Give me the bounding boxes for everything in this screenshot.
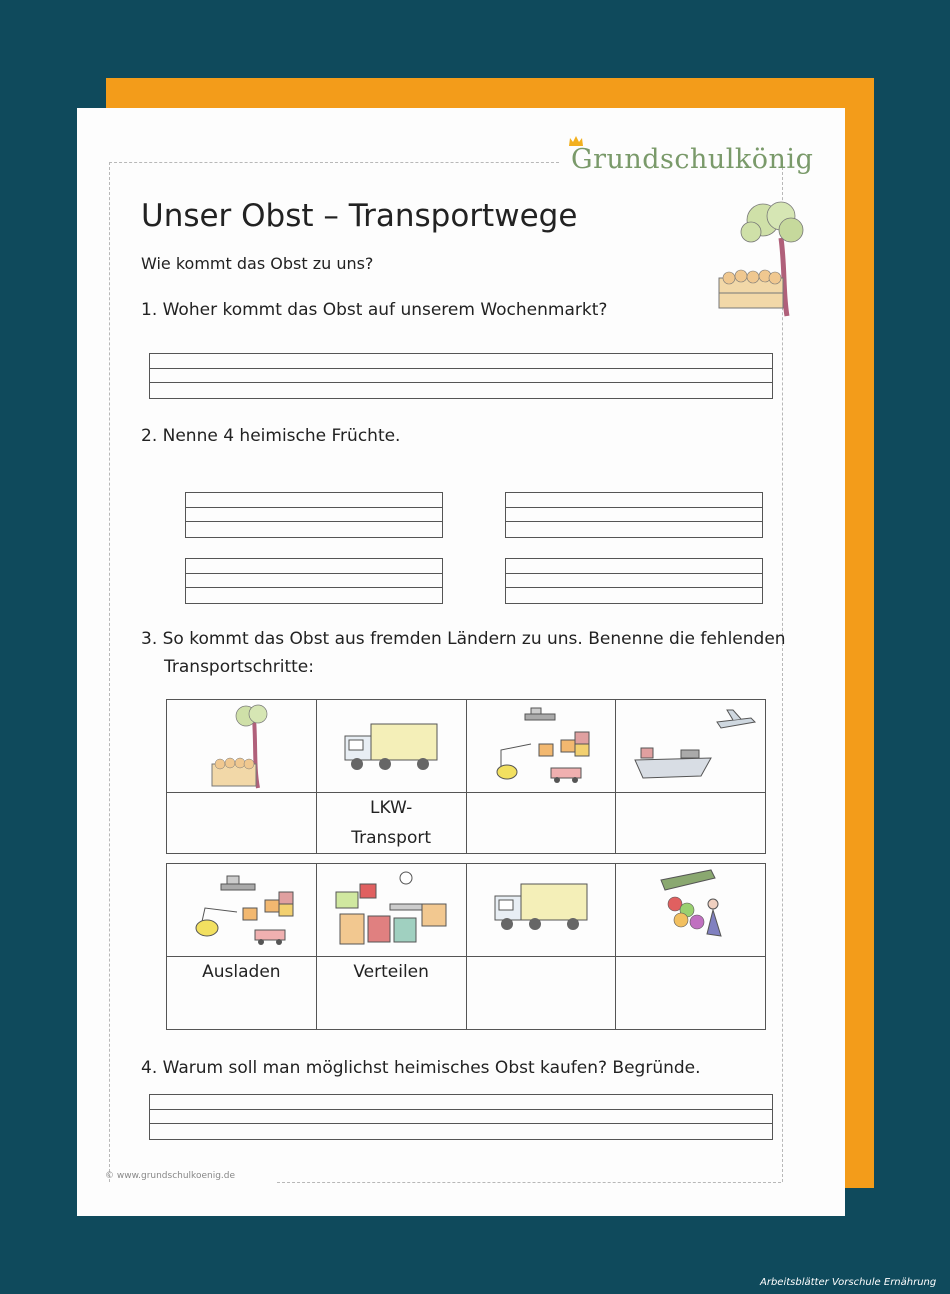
image-cell-distribution [316,864,466,957]
watermark-text: Arbeitsblätter Vorschule Ernährung [760,1277,937,1288]
answer-lines-q2-c[interactable] [185,558,443,604]
answer-lines-q1[interactable] [149,353,773,399]
caption-cell-2-4[interactable] [616,957,766,1030]
fruit-tree-illustration [713,198,813,323]
caption-cell-1-3[interactable] [466,793,616,854]
caption-cell-1-1[interactable] [167,793,317,854]
transport-table-1 [166,699,766,854]
question-2: 2. Nenne 4 heimische Früchte. [141,426,401,446]
question-3-line-2: Transportschritte: [164,657,314,677]
distribution-icon [326,864,456,954]
brand-logo: Grundschulkönig [571,144,814,175]
ship-plane-icon [621,700,761,790]
caption-cell-2-1: Ausladen [167,957,317,1030]
truck-icon [491,874,591,944]
image-cell-market [616,864,766,957]
image-cell-fruit-tree [167,700,317,793]
copyright-footer: © www.grundschulkoenig.de [105,1171,236,1181]
answer-lines-q2-b[interactable] [505,492,763,538]
caption-cell-2-2: Verteilen [316,957,466,1030]
question-3-line-1: 3. So kommt das Obst aus fremden Ländern zu uns. Benenne die fehlenden [141,629,786,649]
answer-lines-q4[interactable] [149,1094,773,1140]
page-subtitle: Wie kommt das Obst zu uns? [141,254,374,273]
fruit-crate-icon [206,702,276,792]
market-stall-icon [641,864,741,954]
answer-lines-q2-d[interactable] [505,558,763,604]
harbor-unloading-icon [181,864,301,954]
question-3 [141,625,791,681]
image-cell-truck-2 [466,864,616,957]
caption-cell-2-3[interactable] [466,957,616,1030]
caption-cell-1-2: LKW- Transport [316,793,466,854]
harbor-loading-icon [481,700,601,790]
image-cell-harbor-unloading [167,864,317,957]
worksheet-page [77,108,845,1216]
page-title: Unser Obst – Transportwege [141,198,578,234]
transport-table-2 [166,863,766,1030]
question-1: 1. Woher kommt das Obst auf unserem Wochenmarkt? [141,300,608,320]
answer-lines-q2-a[interactable] [185,492,443,538]
image-cell-ship-plane [616,700,766,793]
image-cell-harbor-loading [466,700,616,793]
truck-icon [341,714,441,784]
caption-cell-1-4[interactable] [616,793,766,854]
question-4: 4. Warum soll man möglichst heimisches Obst kaufen? Begründe. [141,1058,701,1078]
image-cell-truck [316,700,466,793]
